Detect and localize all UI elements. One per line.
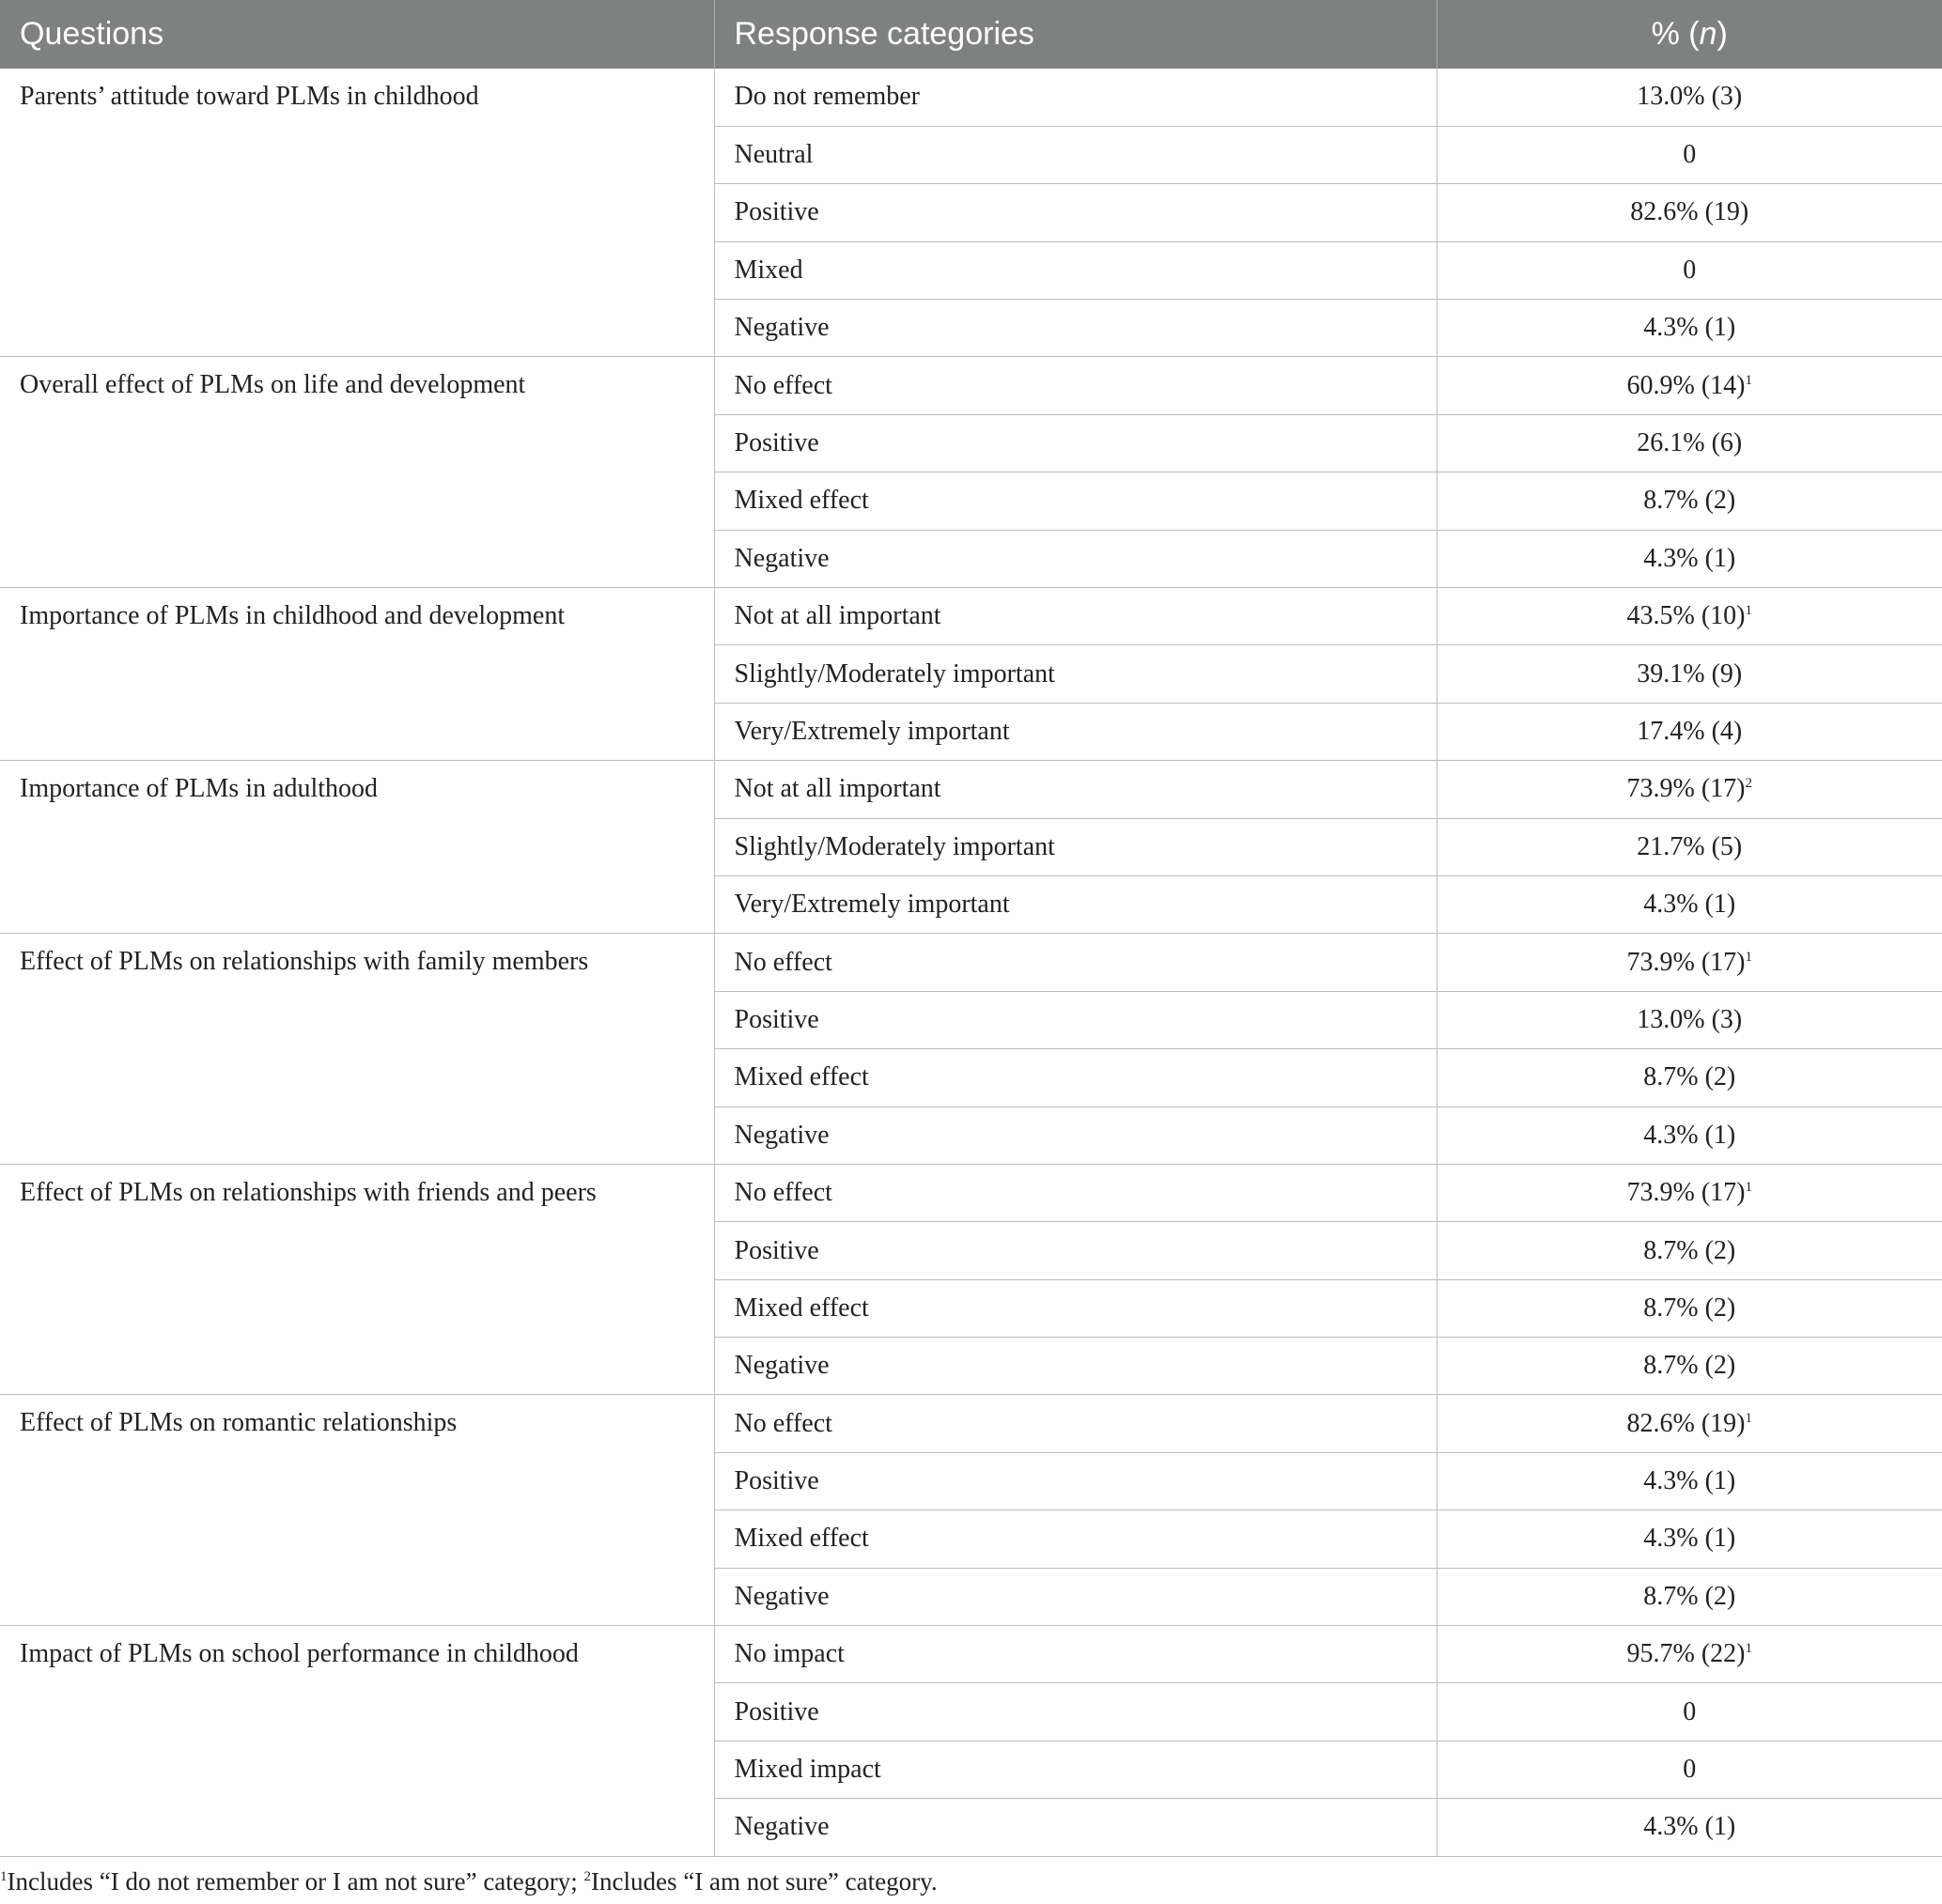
percent-value: 95.7% (22) — [1626, 1639, 1746, 1669]
response-category-cell: Mixed effect — [714, 1510, 1437, 1568]
response-category-cell: No effect — [714, 1164, 1437, 1221]
percent-value-cell — [1437, 588, 1942, 645]
percent-value-cell — [1437, 1799, 1942, 1856]
percent-value: 26.1% (6) — [1637, 428, 1743, 458]
response-category-cell: Positive — [714, 1222, 1437, 1279]
header-pct-prefix: % ( — [1651, 16, 1700, 52]
percent-value: 4.3% (1) — [1643, 1812, 1736, 1842]
response-category-cell: Positive — [714, 1683, 1437, 1741]
table-row — [0, 1395, 1942, 1452]
header-row — [0, 0, 1942, 69]
percent-value: 0 — [1683, 255, 1697, 285]
percent-value: 4.3% (1) — [1643, 1524, 1736, 1554]
header-percent-n — [1437, 0, 1942, 69]
percent-value: 60.9% (14) — [1626, 370, 1746, 400]
percent-value: 8.7% (2) — [1643, 486, 1736, 516]
percent-value-cell — [1437, 241, 1942, 299]
percent-value: 4.3% (1) — [1643, 313, 1736, 343]
response-category-cell: Not at all important — [714, 761, 1437, 818]
percent-value-cell — [1437, 645, 1942, 703]
percent-value: 8.7% (2) — [1643, 1235, 1736, 1265]
percent-value-cell — [1437, 1222, 1942, 1279]
footnote-marker: 1 — [1745, 1180, 1752, 1196]
question-cell: Importance of PLMs in childhood and development — [0, 588, 714, 761]
footnote-text-2: Includes “I am not sure” category. — [591, 1866, 938, 1896]
percent-value-cell — [1437, 1395, 1942, 1452]
response-category-cell: Negative — [714, 1107, 1437, 1164]
percent-value: 13.0% (3) — [1637, 82, 1743, 112]
percent-value: 8.7% (2) — [1643, 1062, 1736, 1092]
footnote-text-1: Includes “I do not remember or I am not sure” category; — [7, 1866, 584, 1896]
table-row — [0, 1626, 1942, 1683]
percent-value: 73.9% (17) — [1626, 1178, 1746, 1208]
response-category-cell: Negative — [714, 1568, 1437, 1625]
table-footnote — [0, 1867, 1942, 1896]
header-response-categories: Response categories — [714, 0, 1437, 69]
header-pct-n: n — [1699, 16, 1717, 52]
response-category-cell: Mixed — [714, 241, 1437, 299]
response-category-cell: Positive — [714, 1452, 1437, 1509]
question-cell: Impact of PLMs on school performance in childhood — [0, 1626, 714, 1857]
question-cell: Parents’ attitude toward PLMs in childhood — [0, 69, 714, 357]
percent-value-cell — [1437, 1683, 1942, 1741]
response-category-cell: Mixed effect — [714, 472, 1437, 530]
percent-value-cell — [1437, 472, 1942, 530]
response-category-cell: Positive — [714, 991, 1437, 1048]
percent-value: 43.5% (10) — [1626, 601, 1746, 631]
question-cell: Overall effect of PLMs on life and development — [0, 357, 714, 588]
percent-value-cell — [1437, 1452, 1942, 1509]
percent-value-cell — [1437, 69, 1942, 126]
percent-value: 0 — [1683, 1696, 1697, 1726]
percent-value-cell — [1437, 703, 1942, 760]
percent-value-cell — [1437, 761, 1942, 818]
percent-value-cell — [1437, 1107, 1942, 1164]
table-header — [0, 0, 1942, 69]
percent-value: 39.1% (9) — [1637, 658, 1743, 689]
percent-value: 4.3% (1) — [1643, 1120, 1736, 1150]
percent-value-cell — [1437, 1510, 1942, 1568]
response-category-cell: Mixed impact — [714, 1741, 1437, 1798]
footnote-marker: 1 — [1745, 1410, 1752, 1426]
response-category-cell: Slightly/Moderately important — [714, 818, 1437, 875]
question-cell: Effect of PLMs on relationships with family members — [0, 934, 714, 1165]
percent-value-cell — [1437, 300, 1942, 357]
percent-value-cell — [1437, 184, 1942, 241]
percent-value: 0 — [1683, 140, 1697, 170]
percent-value-cell — [1437, 414, 1942, 472]
percent-value: 8.7% (2) — [1643, 1581, 1736, 1611]
response-category-cell: No effect — [714, 357, 1437, 414]
table-row — [0, 588, 1942, 645]
question-cell: Effect of PLMs on relationships with friends and peers — [0, 1164, 714, 1395]
response-category-cell: Slightly/Moderately important — [714, 645, 1437, 703]
percent-value-cell — [1437, 357, 1942, 414]
percent-value-cell — [1437, 1626, 1942, 1683]
response-category-cell: Very/Extremely important — [714, 875, 1437, 933]
percent-value: 73.9% (17) — [1626, 774, 1746, 804]
response-category-cell: No effect — [714, 934, 1437, 991]
percent-value-cell — [1437, 1741, 1942, 1798]
table-row — [0, 1164, 1942, 1221]
percent-value: 17.4% (4) — [1637, 716, 1743, 746]
response-category-cell: No effect — [714, 1395, 1437, 1452]
table-row — [0, 69, 1942, 126]
footnote-marker: 1 — [1745, 372, 1752, 388]
percent-value-cell — [1437, 1279, 1942, 1337]
percent-value-cell — [1437, 875, 1942, 933]
response-category-cell: Do not remember — [714, 69, 1437, 126]
percent-value: 8.7% (2) — [1643, 1293, 1736, 1323]
percent-value: 13.0% (3) — [1637, 1004, 1743, 1034]
response-category-cell: Positive — [714, 414, 1437, 472]
question-cell: Effect of PLMs on romantic relationships — [0, 1395, 714, 1626]
response-category-cell: Positive — [714, 184, 1437, 241]
footnote-marker: 2 — [1745, 776, 1752, 792]
table-body — [0, 69, 1942, 1856]
percent-value: 8.7% (2) — [1643, 1351, 1736, 1381]
table-row — [0, 934, 1942, 991]
percent-value: 4.3% (1) — [1643, 1466, 1736, 1496]
footnote-mark-1: 1 — [0, 1868, 8, 1884]
percent-value-cell — [1437, 818, 1942, 875]
percent-value: 82.6% (19) — [1626, 1408, 1746, 1438]
response-category-cell: Mixed effect — [714, 1049, 1437, 1107]
response-category-cell: Negative — [714, 1338, 1437, 1395]
response-category-cell: Negative — [714, 300, 1437, 357]
percent-value: 4.3% (1) — [1643, 543, 1736, 573]
footnote-marker: 1 — [1745, 1641, 1752, 1657]
question-cell: Importance of PLMs in adulthood — [0, 761, 714, 934]
response-category-cell: Negative — [714, 530, 1437, 587]
percent-value: 4.3% (1) — [1643, 890, 1736, 920]
percent-value: 0 — [1683, 1755, 1697, 1785]
percent-value-cell — [1437, 991, 1942, 1048]
response-category-cell: No impact — [714, 1626, 1437, 1683]
footnote-marker: 1 — [1745, 949, 1752, 965]
percent-value-cell — [1437, 1338, 1942, 1395]
response-category-cell: Mixed effect — [714, 1279, 1437, 1337]
footnote-marker: 1 — [1745, 603, 1752, 619]
response-category-cell: Not at all important — [714, 588, 1437, 645]
header-pct-suffix: ) — [1717, 16, 1728, 52]
percent-value: 21.7% (5) — [1637, 831, 1743, 861]
response-category-cell: Negative — [714, 1799, 1437, 1856]
response-category-cell: Very/Extremely important — [714, 703, 1437, 760]
table-row — [0, 357, 1942, 414]
percent-value-cell — [1437, 1164, 1942, 1221]
percent-value-cell — [1437, 126, 1942, 183]
percent-value-cell — [1437, 1568, 1942, 1625]
percent-value: 82.6% (19) — [1630, 197, 1749, 227]
header-questions: Questions — [0, 0, 714, 69]
footnote-mark-2: 2 — [583, 1868, 592, 1884]
response-category-cell: Neutral — [714, 126, 1437, 183]
percent-value-cell — [1437, 530, 1942, 587]
percent-value-cell — [1437, 934, 1942, 991]
percent-value-cell — [1437, 1049, 1942, 1107]
table-row — [0, 761, 1942, 818]
percent-value: 73.9% (17) — [1626, 947, 1746, 977]
